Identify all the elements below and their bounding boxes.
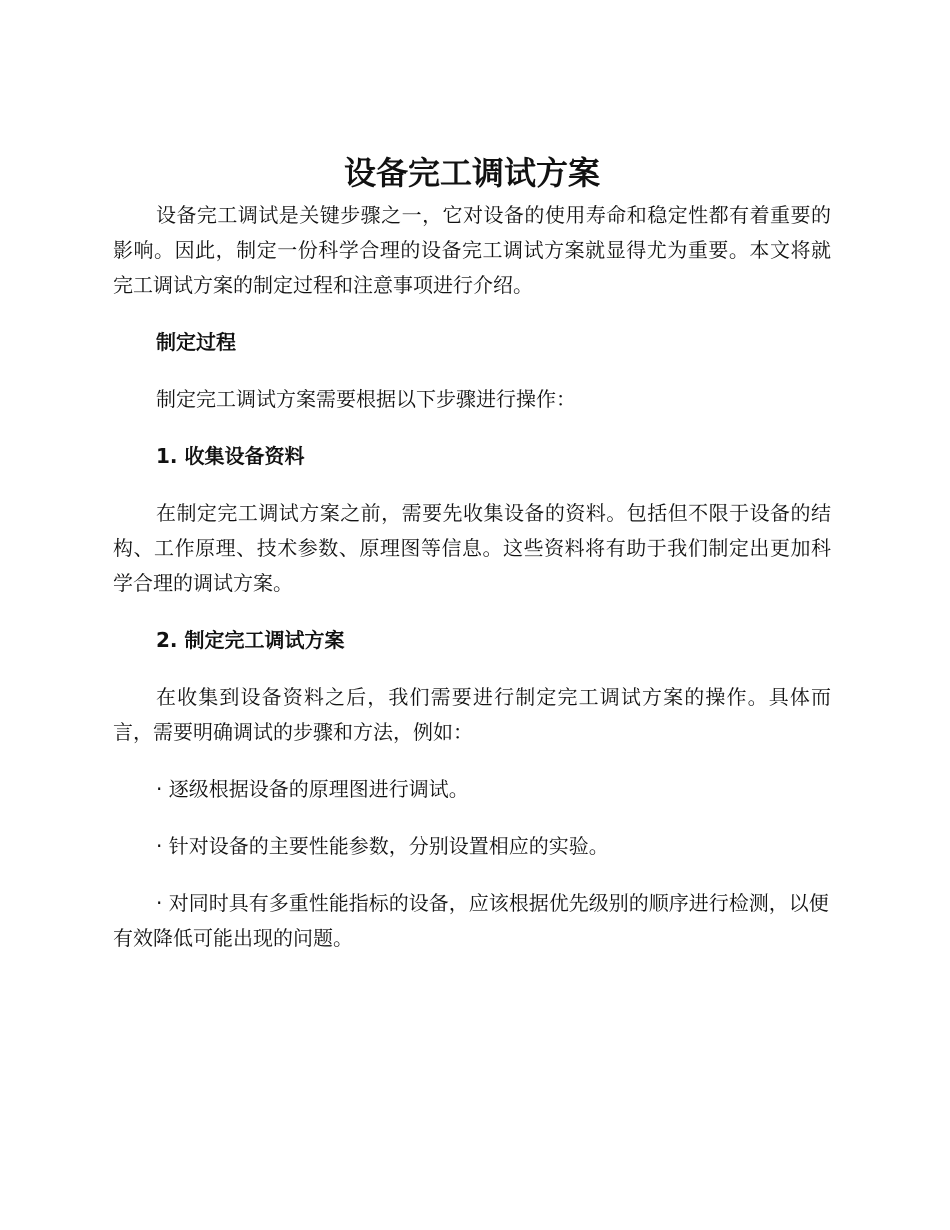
step1-paragraph: 在制定完工调试方案之前，需要先收集设备的资料。包括但不限于设备的结构、工作原理、技术参数、原理图等信息。这些资料将有助于我们制定出更加科学合理的调试方案。 xyxy=(113,501,831,595)
document-title: 设备完工调试方案 xyxy=(343,154,600,192)
bullet-item-1: · 逐级根据设备的原理图进行调试。 xyxy=(156,777,469,801)
step1-heading: 1. 收集设备资料 xyxy=(156,444,305,468)
section-intro-paragraph: 制定完工调试方案需要根据以下步骤进行操作： xyxy=(156,387,576,411)
step2-paragraph: 在收集到设备资料之后，我们需要进行制定完工调试方案的操作。具体而言，需要明确调试的步骤和方法，例如： xyxy=(113,685,831,744)
document-body xyxy=(113,150,831,956)
bullet-item-2: · 针对设备的主要性能参数，分别设置相应的实验。 xyxy=(156,834,609,858)
step2-heading: 2. 制定完工调试方案 xyxy=(156,628,345,652)
intro-paragraph: 设备完工调试是关键步骤之一，它对设备的使用寿命和稳定性都有着重要的影响。因此，制定一份科学合理的设备完工调试方案就显得尤为重要。本文将就完工调试方案的制定过程和注意事项进行介绍。 xyxy=(113,203,831,297)
section-heading: 制定过程 xyxy=(156,330,236,354)
bullet-item-3: · 对同时具有多重性能指标的设备，应该根据优先级别的顺序进行检测，以便有效降低可能出现的问题。 xyxy=(113,891,829,950)
